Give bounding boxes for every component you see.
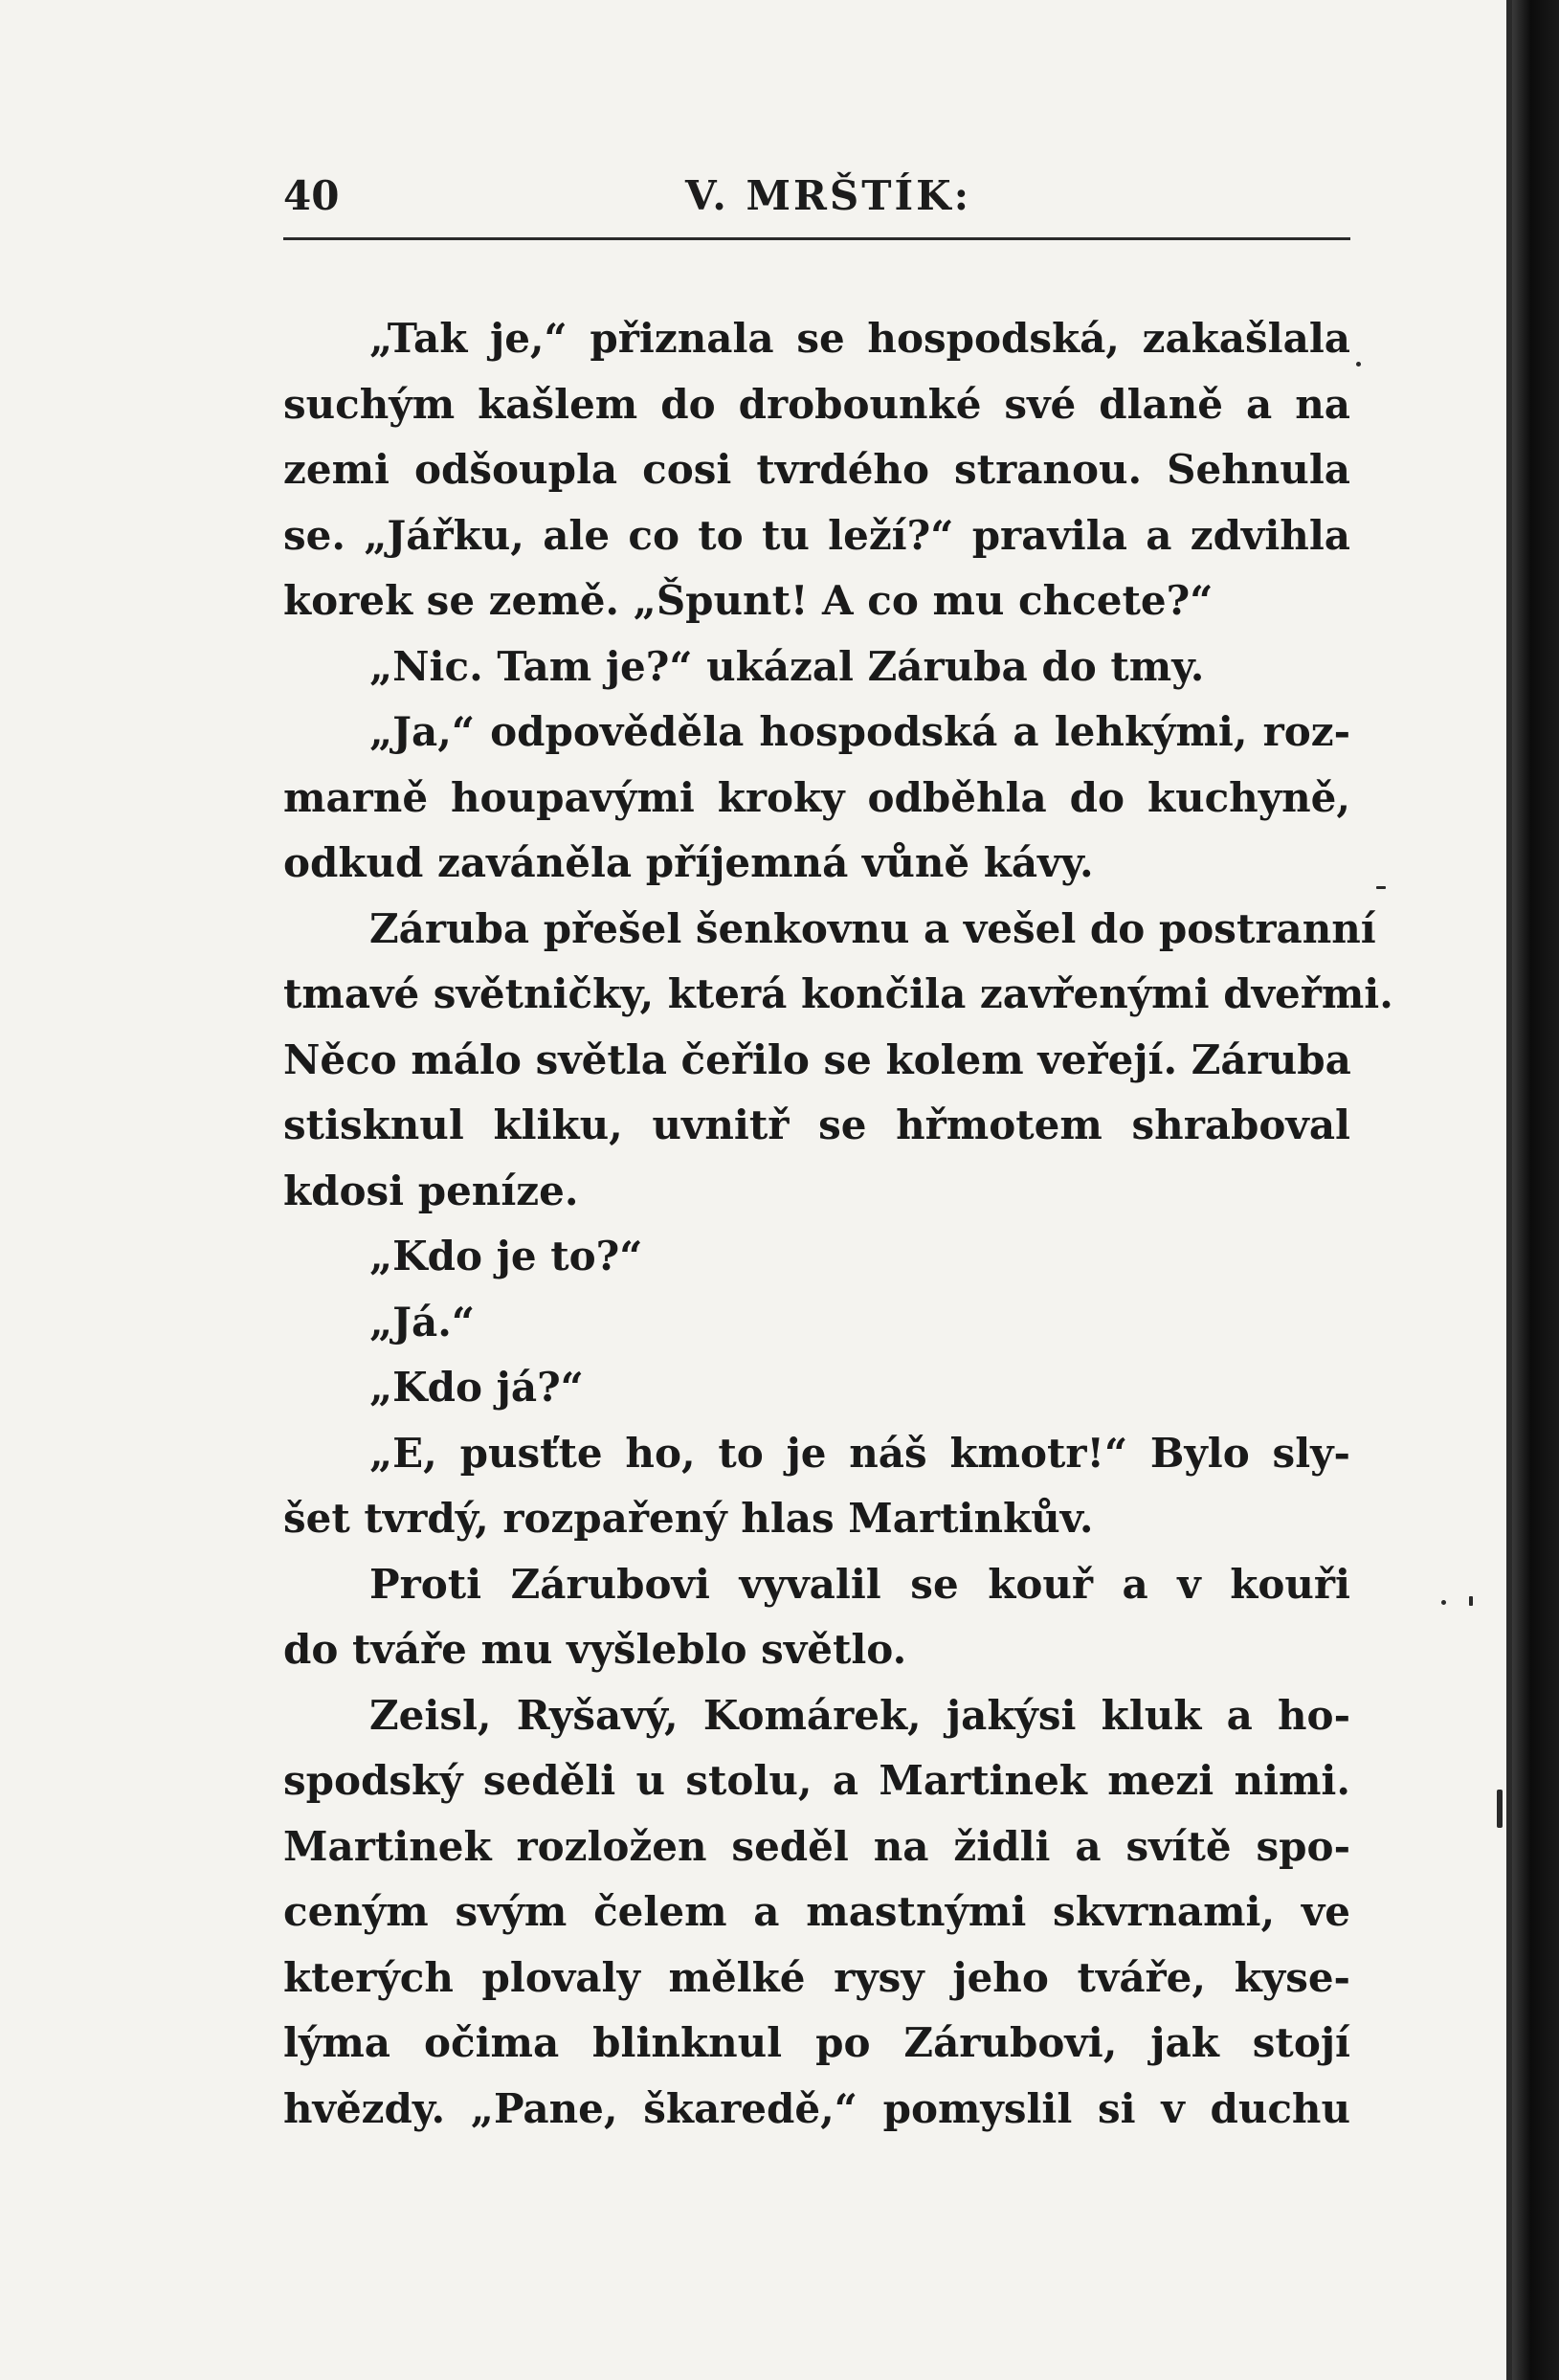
page-header (283, 172, 1350, 230)
text-line: zemi odšoupla cosi tvrdého stranou. Sehnula (283, 446, 1350, 493)
text-line: „Já.“ (369, 1298, 476, 1346)
text-line: kterých plovaly mělké rysy jeho tváře, kyse- (283, 1953, 1350, 2001)
text-line: tmavé světničky, která končila zavřenými dveřmi. (283, 970, 1393, 1017)
text-line: Martinek rozložen seděl na židli a svítě spo- (283, 1822, 1350, 1870)
text-line: „Kdo je to?“ (369, 1233, 643, 1279)
text-line: ceným svým čelem a mastnými skvrnami, ve (283, 1888, 1350, 1935)
text-line: korek se země. „Špunt! A co mu chcete?“ (283, 577, 1214, 624)
text-line: spodský seděli u stolu, a Martinek mezi nimi. (283, 1757, 1350, 1804)
text-line: suchým kašlem do drobounké své dlaně a na (283, 380, 1350, 428)
text-line: Něco málo světla čeřilo se kolem veřejí. Záruba (283, 1035, 1351, 1083)
header-rule (283, 237, 1350, 240)
text-line: hvězdy. „Pane, škaredě,“ pomyslil si v duchu (283, 2084, 1350, 2132)
text-line: lýma očima blinknul po Zárubovi, jak stojí (283, 2019, 1350, 2066)
text-line: Záruba přešel šenkovnu a vešel do postranní (369, 904, 1376, 952)
print-speck (1376, 886, 1386, 889)
page-edge-shadow (1512, 0, 1559, 2380)
print-speck (1497, 1790, 1503, 1828)
text-line: Zeisl, Ryšavý, Komárek, jakýsi kluk a ho- (369, 1691, 1350, 1739)
text-line: kdosi peníze. (283, 1167, 579, 1214)
text-line: do tváře mu vyšleblo světlo. (283, 1626, 907, 1673)
text-line: „Kdo já?“ (369, 1364, 584, 1411)
print-speck (1469, 1596, 1473, 1606)
print-speck (1356, 362, 1361, 367)
text-line: odkud zaváněla příjemná vůně kávy. (283, 839, 1094, 886)
text-line: „Nic. Tam je?“ ukázal Záruba do tmy. (369, 642, 1205, 690)
text-line: stisknul kliku, uvnitř se hřmotem shraboval (283, 1101, 1350, 1148)
text-line: „E, pusťte ho, to je náš kmotr!“ Bylo sly- (369, 1429, 1350, 1477)
running-head: V. MRŠTÍK: (685, 172, 972, 219)
page-number: 40 (283, 172, 340, 219)
text-line: „Tak je,“ přiznala se hospodská, zakašlala (369, 315, 1350, 362)
text-line: marně houpavými kroky odběhla do kuchyně, (283, 773, 1350, 821)
text-line: šet tvrdý, rozpařený hlas Martinkův. (283, 1495, 1094, 1542)
text-line: „Ja,“ odpověděla hospodská a lehkými, roz- (369, 708, 1350, 755)
text-line: Proti Zárubovi vyvalil se kouř a v kouři (369, 1560, 1350, 1608)
text-line: se. „Jářku, ale co to tu leží?“ pravila a zdvihla (283, 511, 1350, 559)
print-speck (1441, 1600, 1446, 1605)
body-text (283, 306, 1393, 2142)
